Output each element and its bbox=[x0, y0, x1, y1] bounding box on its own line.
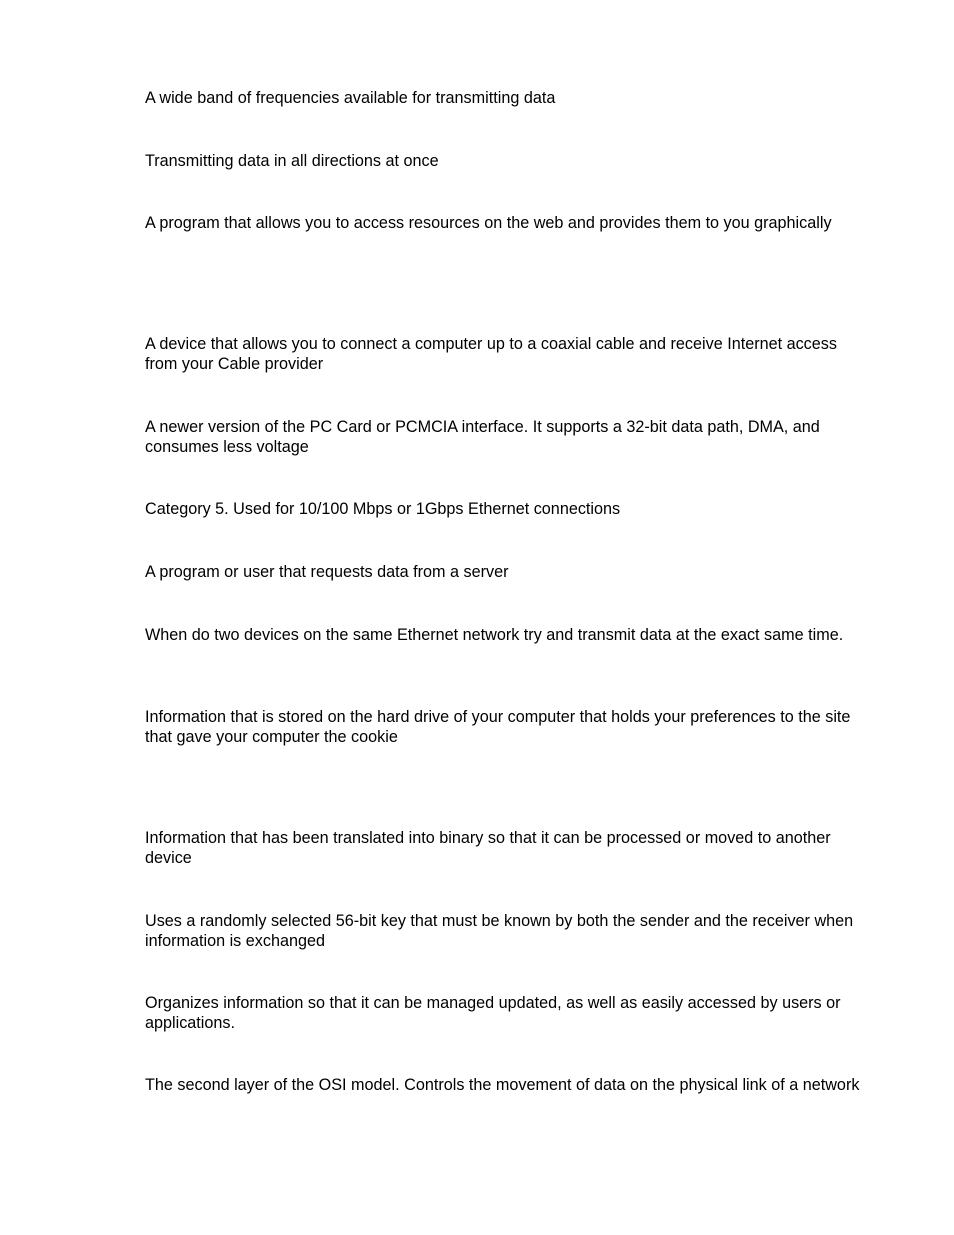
definition-text: The second layer of the OSI model. Controls the movement of data on the physical link of a network bbox=[145, 1076, 860, 1094]
definition-text: A device that allows you to connect a computer up to a coaxial cable and receive Internet access from your Cable provider bbox=[145, 335, 837, 373]
definition-text: Information that has been translated into binary so that it can be processed or moved to another device bbox=[145, 829, 831, 867]
definition-text: A program or user that requests data from a server bbox=[145, 563, 509, 581]
definition-text: Organizes information so that it can be managed updated, as well as easily accessed by users or applications. bbox=[145, 994, 841, 1032]
definition-text: When do two devices on the same Ethernet network try and transmit data at the exact same time. bbox=[145, 626, 844, 644]
definition-text: A wide band of frequencies available for transmitting data bbox=[145, 89, 556, 107]
definition-text: Transmitting data in all directions at once bbox=[145, 152, 439, 170]
definition-text: Category 5. Used for 10/100 Mbps or 1Gbps Ethernet connections bbox=[145, 500, 621, 518]
definition-text: A program that allows you to access resources on the web and provides them to you graphically bbox=[145, 214, 832, 232]
definition-text: A newer version of the PC Card or PCMCIA interface. It supports a 32-bit data path, DMA, and consumes less voltage bbox=[145, 418, 820, 456]
definition-text: Uses a randomly selected 56-bit key that must be known by both the sender and the receiver when information is exchanged bbox=[145, 912, 854, 950]
definition-text: Information that is stored on the hard drive of your computer that holds your preferences to the site that gave your computer the cookie bbox=[145, 708, 851, 746]
